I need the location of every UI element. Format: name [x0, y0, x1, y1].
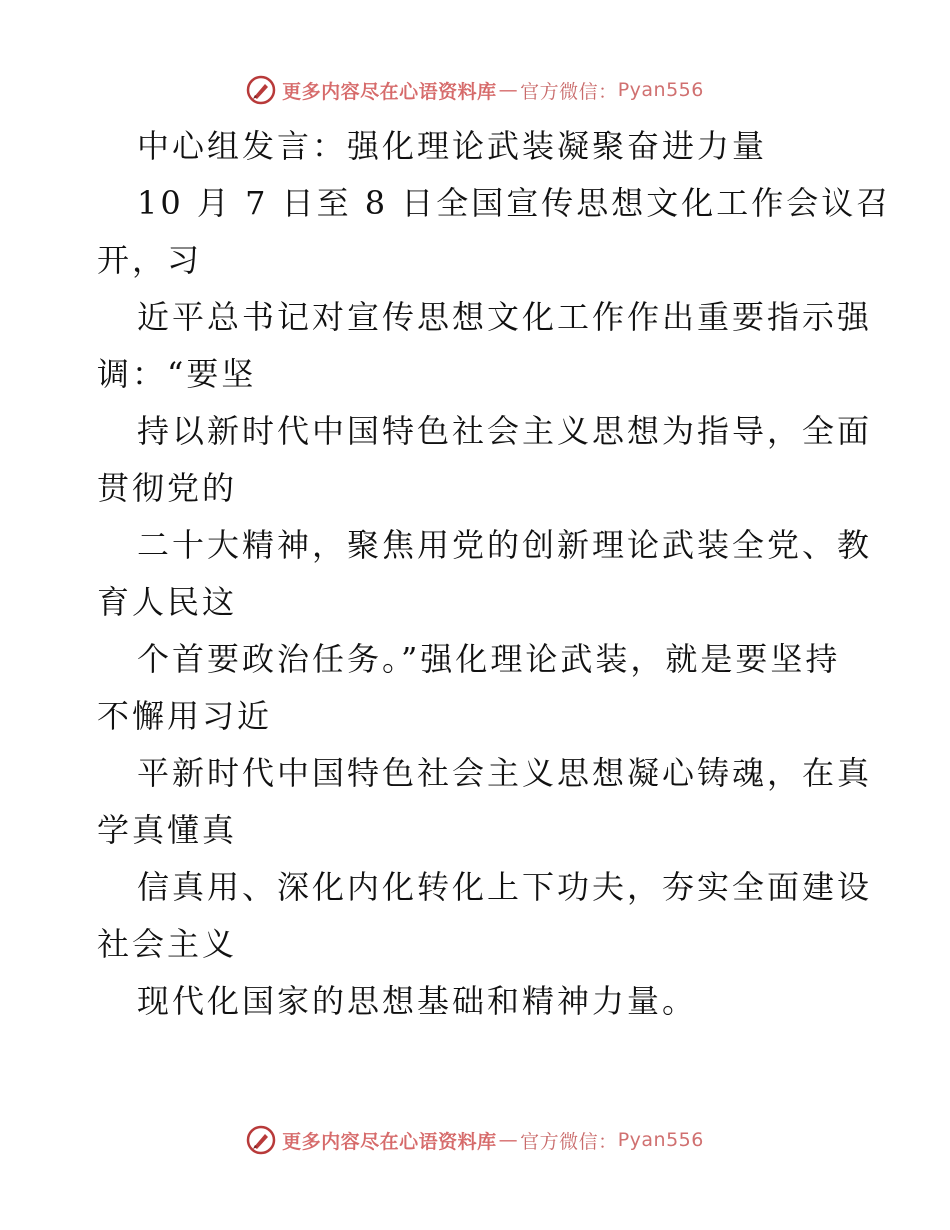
paragraph-line: 个首要政治任务。”强化理论武装，就是要坚持: [137, 640, 841, 678]
watermark-wechat-id: Pyan556: [617, 1129, 704, 1151]
paragraph-line: 育人民这: [97, 583, 238, 621]
watermark-wechat-id: Pyan556: [617, 79, 704, 101]
paragraph-line: 信真用、深化内化转化上下功夫，夯实全面建设: [137, 868, 873, 906]
header-watermark: [0, 70, 950, 110]
paragraph-line: 持以新时代中国特色社会主义思想为指导，全面: [137, 412, 873, 450]
paragraph-line: 二十大精神，聚焦用党的创新理论武装全党、教: [137, 526, 873, 564]
paragraph-line: 平新时代中国特色社会主义思想凝心铸魂，在真: [137, 754, 873, 792]
pen-logo-icon: [246, 1125, 276, 1155]
document-body: [97, 118, 892, 1030]
pen-logo-icon: [246, 75, 276, 105]
watermark-dash: —: [498, 1129, 519, 1151]
watermark-text: 更多内容尽在心语资料库: [282, 1130, 497, 1153]
paragraph-line: 现代化国家的思想基础和精神力量。: [137, 982, 698, 1020]
watermark-label: 官方微信：: [520, 1130, 618, 1153]
watermark-label: 官方微信：: [520, 80, 618, 103]
paragraph-line: 10 月 7 日至 8 日全国宣传思想文化工作会议召: [137, 184, 892, 222]
watermark-dash: —: [498, 79, 519, 101]
footer-watermark: [0, 1120, 950, 1160]
paragraph-line: 社会主义: [97, 925, 238, 963]
watermark-text: 更多内容尽在心语资料库: [282, 80, 497, 103]
paragraph-line: 学真懂真: [97, 811, 238, 849]
paragraph-line: 调：“要坚: [97, 355, 257, 393]
paragraph-line: 近平总书记对宣传思想文化工作作出重要指示强: [137, 298, 873, 336]
paragraph-line: 不懈用习近: [97, 697, 273, 735]
paragraph-line: 开，习: [97, 241, 203, 279]
paragraph-line: 贯彻党的: [97, 469, 238, 507]
document-title: 中心组发言：强化理论武装凝聚奋进力量: [137, 127, 768, 165]
